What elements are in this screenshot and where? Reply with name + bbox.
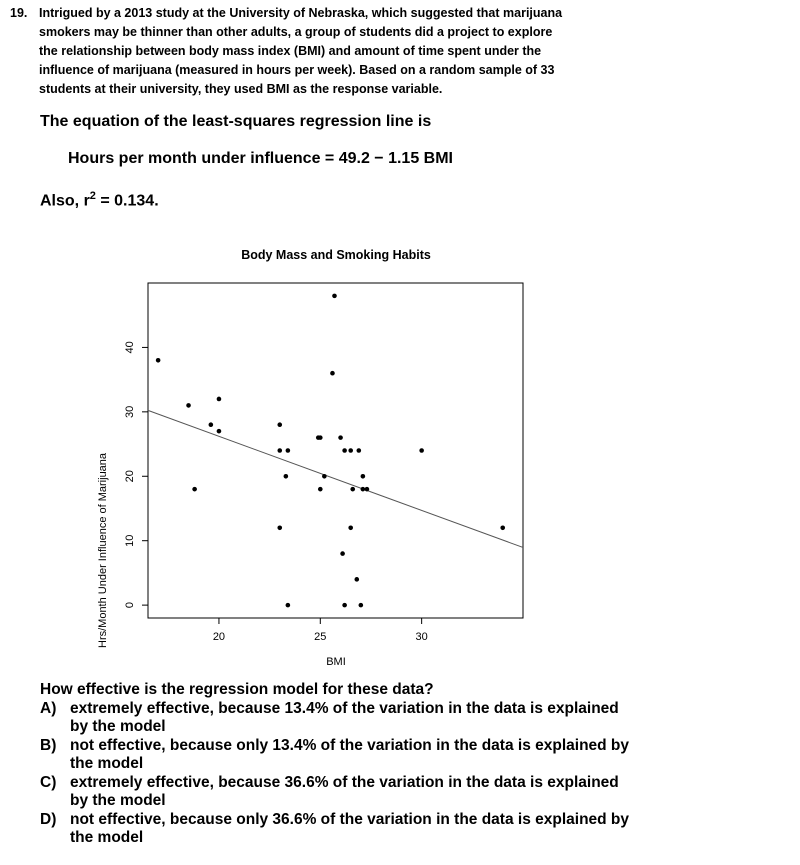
option-a[interactable] [40, 700, 630, 737]
option-letter: C) [40, 773, 57, 791]
data-point [361, 474, 366, 479]
data-point [156, 358, 161, 363]
data-point [342, 603, 347, 608]
x-axis-label: BMI [326, 656, 346, 668]
equation-heading: The equation of the least-squares regression line is [40, 113, 432, 130]
data-point [348, 526, 353, 531]
data-point [340, 551, 345, 556]
r2-value: = 0.134. [95, 192, 159, 210]
data-point [354, 577, 359, 582]
data-point [286, 448, 291, 453]
data-point [277, 422, 282, 427]
plot-frame [148, 283, 523, 618]
data-point [419, 448, 424, 453]
problem-intro [10, 4, 610, 99]
data-point [359, 603, 364, 608]
option-c[interactable] [40, 774, 630, 811]
intro-line: smokers may be thinner than other adults, a group of students did a project to explore [39, 25, 553, 39]
data-point [350, 487, 355, 492]
option-d[interactable] [40, 811, 630, 848]
option-letter: B) [40, 736, 57, 754]
intro-line: the relationship between body mass index (BMI) and amount of time spent under the [39, 44, 542, 58]
data-point [217, 397, 222, 402]
r2-exponent: 2 [89, 190, 96, 202]
data-point [284, 474, 289, 479]
option-text: extremely effective, because 13.4% of the variation in the data is explained by the model [70, 699, 619, 735]
y-axis [124, 341, 148, 608]
x-tick-label: 30 [415, 631, 428, 643]
data-point [338, 435, 343, 440]
y-tick-label: 40 [124, 341, 136, 354]
data-point [186, 403, 191, 408]
option-text: extremely effective, because 36.6% of the variation in the data is explained by the model [70, 773, 619, 809]
intro-line: Intrigued by a 2013 study at the University of Nebraska, which suggested that marijuana [39, 6, 563, 20]
regression-equation: Hours per month under influence = 49.2 − 1.15 BMI [68, 150, 453, 167]
data-point [348, 448, 353, 453]
x-tick-label: 20 [212, 631, 226, 643]
data-point [357, 448, 362, 453]
question-block [40, 681, 630, 848]
data-point [217, 429, 222, 434]
question-text: How effective is the regression model for these data? [40, 681, 434, 698]
regression-line [148, 410, 523, 547]
r2-prefix: Also, r [40, 192, 90, 210]
y-tick-label: 30 [124, 405, 136, 418]
problem-number: 19. [10, 6, 28, 20]
data-point [330, 371, 335, 376]
data-point [365, 487, 370, 492]
option-letter: D) [40, 810, 57, 828]
x-axis [213, 618, 428, 643]
option-text: not effective, because only 13.4% of the variation in the data is explained by the model [70, 736, 630, 772]
intro-line: students at their university, they used BMI as the response variable. [39, 82, 443, 96]
data-point [361, 487, 366, 492]
y-tick-label: 20 [124, 470, 136, 483]
data-point [322, 474, 327, 479]
data-point [318, 435, 323, 440]
data-point [286, 603, 291, 608]
data-point [318, 487, 323, 492]
y-tick-label: 0 [124, 602, 136, 609]
regression-line-group [148, 410, 523, 547]
x-tick-label: 25 [314, 631, 327, 643]
y-axis-label: Hrs/Month Under Influence of Marijuana [97, 452, 109, 648]
data-points [156, 294, 505, 608]
data-point [192, 487, 197, 492]
r-squared-statement [40, 190, 159, 210]
scatter-chart [0, 230, 800, 675]
option-letter: A) [40, 699, 57, 717]
y-tick-label: 10 [124, 534, 136, 547]
data-point [342, 448, 347, 453]
data-point [277, 448, 282, 453]
intro-line: influence of marijuana (measured in hours per week). Based on a random sample of 33 [39, 63, 555, 77]
data-point [500, 526, 505, 531]
chart-title: Body Mass and Smoking Habits [241, 248, 431, 262]
data-point [209, 422, 214, 427]
data-point [332, 294, 337, 299]
option-text: not effective, because only 36.6% of the variation in the data is explained by the model [70, 810, 630, 846]
data-point [277, 526, 282, 531]
option-b[interactable] [40, 737, 630, 774]
